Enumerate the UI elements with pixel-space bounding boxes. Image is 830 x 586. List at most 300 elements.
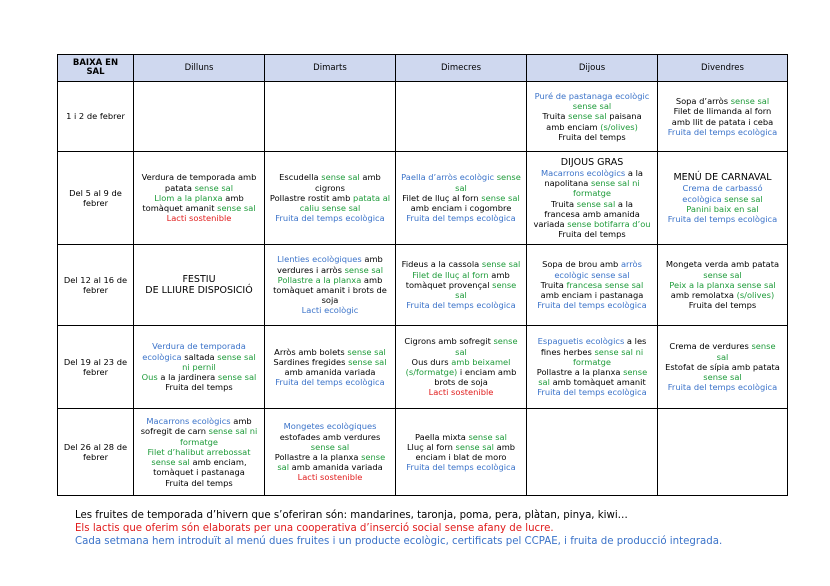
menu-text: Macarrons ecològics bbox=[146, 416, 231, 427]
note-fruits: Les fruites de temporada d’hivern que s’oferiran són: mandarines, taronja, poma, pera, plàtan, pinya, kiwi… bbox=[75, 510, 628, 521]
menu-text: sense sal bbox=[347, 346, 386, 357]
menu-line bbox=[529, 178, 655, 188]
menu-text: sal bbox=[455, 290, 467, 301]
menu-line bbox=[529, 280, 655, 290]
menu-text: Fruita del temps ecològica bbox=[275, 213, 385, 224]
menu-line bbox=[529, 290, 655, 300]
menu-text: sense sal bbox=[572, 101, 612, 112]
menu-text: sense sal bbox=[455, 441, 494, 452]
week-date: 1 i 2 de febrer bbox=[58, 82, 134, 152]
menu-text: Mongeta verda amb patata bbox=[665, 259, 780, 270]
menu-line bbox=[660, 117, 785, 127]
menu-cell bbox=[265, 245, 396, 326]
menu-line bbox=[529, 188, 655, 198]
menu-text: sense bbox=[492, 279, 517, 290]
menu-line bbox=[267, 432, 393, 442]
menu-text: sense bbox=[623, 367, 648, 377]
menu-line bbox=[529, 219, 655, 229]
menu-line bbox=[267, 367, 393, 377]
menu-text: Pollastre a la planxa bbox=[277, 274, 362, 285]
menu-line bbox=[529, 229, 655, 239]
menu-cell bbox=[658, 152, 788, 245]
menu-line bbox=[529, 357, 655, 367]
menu-line bbox=[529, 347, 655, 357]
menu-line bbox=[529, 168, 655, 178]
menu-text: amb bbox=[361, 254, 383, 265]
menu-cell bbox=[134, 326, 265, 409]
menu-text: Llenties ecològiques bbox=[277, 254, 362, 265]
menu-text: sense sal bbox=[348, 356, 387, 367]
menu-text: a la bbox=[615, 198, 634, 209]
menu-text: Verdura de temporada bbox=[152, 341, 246, 352]
menu-cell bbox=[265, 409, 396, 496]
week-date: Del 26 al 28 de febrer bbox=[58, 409, 134, 496]
week-row bbox=[58, 152, 788, 245]
menu-cell bbox=[527, 245, 658, 326]
menu-text: sense sal ni bbox=[208, 426, 258, 437]
menu-cell bbox=[396, 245, 527, 326]
menu-cell bbox=[134, 82, 265, 152]
menu-line bbox=[529, 91, 655, 101]
menu-line bbox=[529, 157, 655, 169]
menu-cell bbox=[527, 82, 658, 152]
menu-text: cigrons bbox=[314, 182, 346, 193]
menu-line bbox=[660, 280, 785, 290]
menu-text: amb enciam bbox=[546, 121, 601, 132]
menu-cell bbox=[527, 326, 658, 409]
menu-line bbox=[660, 172, 785, 184]
menu-text: amb bbox=[488, 269, 510, 280]
menu-text: sense sal bbox=[217, 372, 257, 383]
menu-text: Crema de carbassó bbox=[682, 183, 763, 194]
menu-text: Llom a la planxa bbox=[154, 192, 223, 203]
menu-text: amb beixamel bbox=[451, 356, 511, 367]
menu-text: sense sal bbox=[321, 172, 360, 183]
menu-line bbox=[398, 462, 524, 472]
menu-text: Fideus a la cassola bbox=[401, 259, 482, 270]
menu-text: Crema de verdures bbox=[669, 341, 752, 352]
menu-line bbox=[136, 478, 262, 488]
menu-line bbox=[398, 452, 524, 462]
menu-line bbox=[398, 300, 524, 310]
menu-text: Fruita del temps ecològica bbox=[537, 387, 647, 398]
menu-text: Pollastre a la planxa bbox=[274, 452, 362, 462]
menu-line bbox=[267, 452, 393, 462]
menu-line bbox=[398, 213, 524, 223]
corner-label-1: BAIXA EN bbox=[72, 57, 119, 68]
menu-line bbox=[660, 194, 785, 204]
menu-line bbox=[267, 462, 393, 472]
menu-text: variada bbox=[533, 219, 568, 230]
menu-text: napolitana bbox=[544, 178, 591, 189]
week-date: Del 5 al 9 de febrer bbox=[58, 152, 134, 245]
menu-text: sofregit de carn bbox=[140, 426, 209, 437]
menu-line bbox=[398, 432, 524, 442]
menu-line bbox=[660, 382, 785, 392]
menu-text: Lacti sostenible bbox=[297, 472, 363, 483]
menu-line bbox=[267, 472, 393, 482]
menu-text: amb enciam, bbox=[189, 457, 247, 468]
menu-text: amb bbox=[361, 274, 383, 285]
menu-line bbox=[267, 377, 393, 387]
menu-line bbox=[660, 214, 785, 224]
menu-cell bbox=[527, 409, 658, 496]
menu-line bbox=[267, 442, 393, 452]
menu-line bbox=[267, 275, 393, 285]
menu-text: sense sal ni bbox=[594, 346, 644, 357]
menu-cell bbox=[658, 245, 788, 326]
menu-text: Macarrons ecològics bbox=[540, 168, 626, 179]
menu-text: Paella mixta bbox=[415, 431, 469, 442]
week-row bbox=[58, 326, 788, 409]
menu-line bbox=[529, 132, 655, 142]
menu-text: sense bbox=[361, 452, 386, 462]
menu-text: (s/formatge) bbox=[405, 367, 458, 377]
menu-text: amb llit de patata i ceba bbox=[671, 116, 774, 127]
menu-text: Truita bbox=[542, 111, 569, 122]
menu-text: Truita bbox=[550, 198, 577, 209]
menu-line bbox=[529, 377, 655, 387]
menu-text: sense sal bbox=[576, 198, 616, 209]
week-row bbox=[58, 409, 788, 496]
menu-line bbox=[660, 290, 785, 300]
menu-line bbox=[136, 362, 262, 372]
menu-text: Fruita del temps bbox=[558, 229, 626, 240]
menu-text: Espaguetis ecològics bbox=[537, 336, 625, 347]
menu-line bbox=[529, 111, 655, 121]
menu-text: sense bbox=[751, 341, 776, 352]
menu-line bbox=[398, 172, 524, 182]
menu-line bbox=[267, 295, 393, 305]
menu-line bbox=[267, 421, 393, 431]
menu-cell bbox=[527, 152, 658, 245]
menu-text: amb bbox=[230, 416, 252, 427]
menu-line bbox=[398, 290, 524, 300]
menu-cell bbox=[265, 152, 396, 245]
menu-line bbox=[267, 285, 393, 295]
menu-line bbox=[136, 382, 262, 392]
menu-text: tomàquet i pastanaga bbox=[153, 467, 245, 478]
menu-text: sense bbox=[496, 172, 521, 183]
menu-cell bbox=[265, 326, 396, 409]
menu-line bbox=[267, 172, 393, 182]
menu-text: amb bbox=[493, 441, 516, 452]
menu-text: sense sal bbox=[468, 431, 507, 442]
week-row bbox=[58, 245, 788, 326]
menu-line bbox=[398, 259, 524, 269]
menu-text: francesa amb amanida bbox=[544, 208, 640, 219]
menu-text: sense sal bbox=[481, 192, 520, 203]
menu-line bbox=[136, 467, 262, 477]
menu-text: DE LLIURE DISPOSICIÓ bbox=[145, 285, 253, 296]
menu-line bbox=[660, 204, 785, 214]
menu-text: Panini baix en sal bbox=[686, 203, 759, 214]
menu-text: amb tomàquet amanit bbox=[549, 377, 646, 388]
menu-text: Lluç al forn bbox=[406, 441, 456, 452]
menu-line bbox=[398, 347, 524, 357]
menu-text: Lacti sostenible bbox=[166, 213, 232, 224]
menu-line bbox=[529, 367, 655, 377]
menu-line bbox=[136, 341, 262, 351]
header-row bbox=[58, 55, 788, 82]
menu-text: Fruita del temps ecològica bbox=[667, 126, 778, 137]
header-day-wednesday: Dimecres bbox=[396, 55, 527, 82]
menu-line bbox=[660, 300, 785, 310]
menu-line bbox=[136, 426, 262, 436]
menu-line bbox=[660, 362, 785, 372]
menu-text: i enciam amb bbox=[457, 367, 517, 377]
menu-cell bbox=[396, 82, 527, 152]
menu-text: Cigrons amb sofregit bbox=[404, 336, 494, 347]
menu-cell bbox=[396, 326, 527, 409]
menu-text: sense botifarra d’ou bbox=[567, 219, 651, 230]
menu-line bbox=[529, 300, 655, 310]
menu-line bbox=[267, 203, 393, 213]
menu-line bbox=[136, 172, 262, 182]
menu-cell bbox=[265, 82, 396, 152]
menu-line bbox=[660, 183, 785, 193]
menu-cell bbox=[396, 409, 527, 496]
menu-line bbox=[660, 259, 785, 269]
menu-text: arròs bbox=[620, 259, 642, 270]
menu-text: Fruita del temps ecològica bbox=[406, 462, 516, 473]
menu-text: amb amanida variada bbox=[284, 367, 376, 377]
header-corner bbox=[58, 55, 134, 82]
menu-line bbox=[267, 347, 393, 357]
menu-line bbox=[267, 213, 393, 223]
week-row bbox=[58, 82, 788, 152]
header-day-tuesday: Dimarts bbox=[265, 55, 396, 82]
menu-text: Fruita del temps bbox=[165, 382, 233, 393]
menu-line bbox=[136, 437, 262, 447]
menu-text: Truita bbox=[540, 279, 567, 290]
menu-text: Filet de lluç al forn bbox=[402, 192, 482, 203]
menu-text: MENÚ DE CARNAVAL bbox=[673, 171, 772, 183]
menu-text: amb enciam i cogombre bbox=[410, 203, 512, 214]
menu-text: Paella d’arròs ecològic bbox=[401, 172, 497, 183]
menu-text: Pollastre a la planxa bbox=[536, 367, 624, 377]
menu-text: ni pernil bbox=[182, 361, 216, 372]
menu-text: Lacti sostenible bbox=[428, 387, 494, 398]
menu-text: sense sal bbox=[724, 193, 763, 204]
menu-text: DIJOUS GRAS bbox=[560, 156, 624, 168]
menu-text: Lacti ecològic bbox=[301, 305, 359, 316]
menu-text: tomàquet amanit i brots de bbox=[273, 285, 387, 295]
menu-text: sense sal bbox=[194, 182, 234, 193]
menu-text: Fruita del temps ecològica bbox=[406, 213, 516, 224]
menu-text: Filet de lluç al forn bbox=[412, 269, 489, 280]
week-date: Del 12 al 16 de febrer bbox=[58, 245, 134, 326]
menu-line bbox=[398, 183, 524, 193]
menu-text: Mongetes ecològiques bbox=[283, 421, 377, 432]
menu-text: tomàquet provençal bbox=[405, 279, 493, 290]
menu-text: francesa sense sal bbox=[566, 279, 644, 290]
menu-text: a la bbox=[625, 168, 643, 179]
menu-text: Fruita del temps ecològica bbox=[667, 382, 778, 393]
menu-line bbox=[660, 127, 785, 137]
menu-line bbox=[398, 367, 524, 377]
menu-cell bbox=[134, 152, 265, 245]
menu-text: soja bbox=[321, 295, 339, 306]
menu-cell bbox=[658, 82, 788, 152]
menu-cell bbox=[658, 326, 788, 409]
menu-text: saltada bbox=[181, 351, 218, 362]
menu-line bbox=[136, 213, 262, 223]
menu-text: sal bbox=[716, 351, 729, 362]
menu-text: sense sal bbox=[310, 441, 350, 452]
week-date: Del 19 al 23 de febrer bbox=[58, 326, 134, 409]
menu-text: Fruita del temps ecològica bbox=[275, 377, 385, 388]
menu-line bbox=[660, 372, 785, 382]
menu-text: a la jardinera bbox=[157, 372, 218, 383]
menu-line bbox=[136, 183, 262, 193]
menu-text: Escudella bbox=[279, 172, 322, 183]
menu-text: amb bbox=[359, 172, 381, 183]
menu-text: sense sal bbox=[568, 111, 607, 122]
menu-line bbox=[136, 372, 262, 382]
menu-text: Filet de llimanda al forn bbox=[673, 106, 772, 117]
menu-text: sense bbox=[493, 336, 518, 347]
menu-text: sal bbox=[538, 377, 550, 388]
menu-line bbox=[267, 183, 393, 193]
menu-line bbox=[267, 357, 393, 367]
menu-text: tomàquet amanit bbox=[142, 203, 218, 214]
menu-text: formatge bbox=[179, 436, 219, 447]
menu-text: FESTIU bbox=[182, 273, 216, 285]
menu-line bbox=[398, 203, 524, 213]
menu-text: amb bbox=[222, 192, 244, 203]
menu-body bbox=[58, 82, 788, 496]
menu-line bbox=[398, 442, 524, 452]
menu-text: enciam i blat de moro bbox=[415, 452, 507, 462]
menu-line bbox=[136, 274, 262, 286]
menu-text: caliu sense sal bbox=[299, 203, 361, 214]
menu-line bbox=[529, 387, 655, 397]
menu-line bbox=[136, 285, 262, 297]
menu-text: ecològica bbox=[682, 193, 725, 204]
menu-text: ecològic sense sal bbox=[554, 269, 630, 280]
menu-text: formatge bbox=[572, 188, 612, 199]
menu-line bbox=[136, 193, 262, 203]
menu-text: estofades amb verdures bbox=[279, 431, 381, 442]
menu-line bbox=[529, 270, 655, 280]
menu-line bbox=[136, 447, 262, 457]
header-day-monday: Dilluns bbox=[134, 55, 265, 82]
menu-line bbox=[398, 270, 524, 280]
note-dairy: Els lactis que oferim són elaborats per una cooperativa d’inserció social sense afany de lucre. bbox=[75, 523, 554, 534]
menu-text: Ous durs bbox=[411, 356, 452, 367]
menu-text: Fruita del temps bbox=[165, 477, 233, 488]
menu-text: amb remolatxa bbox=[670, 290, 737, 301]
menu-line bbox=[660, 96, 785, 106]
menu-text: Peix a la planxa sense sal bbox=[669, 279, 776, 290]
menu-text: Fruita del temps ecològica bbox=[537, 300, 647, 311]
menu-text: Sopa d’arròs bbox=[675, 96, 731, 107]
menu-line bbox=[267, 305, 393, 315]
menu-line bbox=[267, 254, 393, 264]
menu-line bbox=[529, 259, 655, 269]
menu-line bbox=[136, 203, 262, 213]
header-day-friday: Divendres bbox=[658, 55, 788, 82]
menu-cell bbox=[134, 409, 265, 496]
menu-line bbox=[529, 122, 655, 132]
menu-text: Verdura de temporada amb bbox=[141, 172, 257, 183]
menu-text: sense sal bbox=[481, 259, 521, 270]
menu-text: fines herbes bbox=[540, 346, 595, 357]
menu-text: paisana bbox=[606, 111, 642, 122]
menu-text: a les bbox=[624, 336, 647, 347]
menu-text: verdures i arròs bbox=[276, 264, 345, 275]
menu-line bbox=[267, 265, 393, 275]
menu-text: Filet d’halibut arrebossat bbox=[147, 446, 251, 457]
menu-line bbox=[660, 352, 785, 362]
menu-text: Ous bbox=[141, 372, 158, 383]
menu-line bbox=[136, 457, 262, 467]
menu-line bbox=[398, 357, 524, 367]
menu-table bbox=[57, 54, 788, 496]
menu-line bbox=[136, 352, 262, 362]
menu-text: amb enciam i pastanaga bbox=[540, 290, 644, 301]
menu-cell bbox=[396, 152, 527, 245]
menu-text: sense sal bbox=[703, 372, 742, 383]
menu-text: sense sal bbox=[217, 203, 256, 214]
menu-text: formatge bbox=[572, 356, 612, 367]
menu-text: Puré de pastanaga ecològic bbox=[534, 90, 650, 101]
menu-text: Fruita del temps bbox=[688, 300, 757, 311]
menu-text: patata bbox=[164, 182, 195, 193]
menu-text: Sardines fregides bbox=[273, 356, 349, 367]
menu-line bbox=[136, 416, 262, 426]
menu-text: (s/olives) bbox=[736, 290, 775, 301]
menu-text: sal bbox=[277, 462, 290, 473]
menu-line bbox=[398, 387, 524, 397]
menu-line bbox=[398, 193, 524, 203]
menu-text: ecològica bbox=[142, 351, 182, 362]
menu-text: sense sal bbox=[151, 457, 190, 468]
menu-text: Fruita del temps ecològica bbox=[406, 300, 516, 311]
menu-line bbox=[660, 106, 785, 116]
menu-line bbox=[529, 209, 655, 219]
menu-text: sal bbox=[455, 346, 467, 357]
menu-line bbox=[660, 341, 785, 351]
header-day-thursday: Dijous bbox=[527, 55, 658, 82]
menu-text: Fruita del temps bbox=[558, 131, 626, 142]
menu-line bbox=[529, 101, 655, 111]
menu-text: Pollastre rostit amb bbox=[269, 192, 354, 203]
menu-line bbox=[398, 377, 524, 387]
menu-text: Arròs amb bolets bbox=[274, 346, 348, 357]
corner-label-2: SAL bbox=[86, 67, 105, 77]
menu-line bbox=[660, 270, 785, 280]
menu-text: brots de soja bbox=[434, 377, 488, 388]
menu-cell bbox=[658, 409, 788, 496]
menu-line bbox=[398, 280, 524, 290]
menu-text: sal bbox=[455, 182, 467, 193]
menu-cell bbox=[134, 245, 265, 326]
note-organic: Cada setmana hem introduït al menú dues fruites i un producte ecològic, certificats pel CCPAE, i fruita de producció integrada. bbox=[75, 536, 723, 547]
menu-text: sense sal bbox=[730, 96, 770, 107]
menu-text: Fruita del temps ecològica bbox=[667, 213, 778, 224]
menu-line bbox=[529, 336, 655, 346]
menu-text: patata al bbox=[353, 192, 391, 203]
menu-text: Sopa de brou amb bbox=[542, 259, 621, 270]
footer-notes bbox=[75, 509, 815, 548]
menu-line bbox=[529, 199, 655, 209]
menu-text: sense sal bbox=[703, 269, 742, 280]
menu-text: sense sal ni bbox=[590, 178, 640, 189]
menu-line bbox=[267, 193, 393, 203]
menu-line bbox=[398, 336, 524, 346]
